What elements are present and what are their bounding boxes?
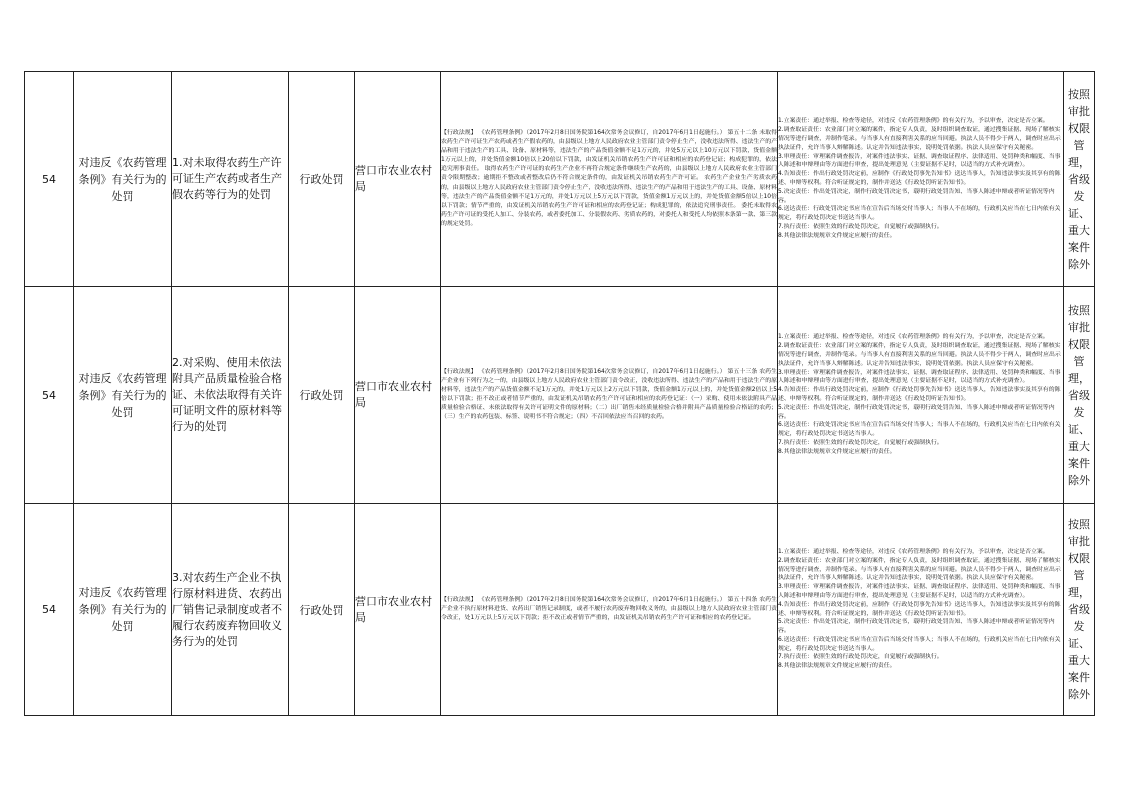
implementing-department: 营口市农业农村局	[355, 287, 441, 504]
item-name: 对违反《农药管理条例》有关行为的处罚	[74, 287, 172, 504]
responsibility-list	[778, 72, 1064, 287]
sub-item-name: 1.对未取得农药生产许可证生产农药或者生产假农药等行为的处罚	[172, 72, 289, 287]
table-row	[25, 504, 1095, 716]
duty-item: 2.调查取证责任：农业部门对立案的案件，指定专人负责，及时组织调查取证，通过搜集证据、现场了解核实情况等进行调查，并制作笔录。与当事人有直接利害关系的应当回避。执法人员不得少于两人，调查时应出示执法证件，允许当事人辩解陈述。认定并告知违法事实，说明处罚依据。执法人员应保守有关秘密。	[778, 343, 1061, 367]
remarks: 按照审批权限管理，省级发证、重大案件除外	[1064, 287, 1095, 504]
duty-item: 6.送达责任：行政处罚决定书应当在宣告后当场交付当事人；当事人不在场的，行政机关应当在七日内依有关规定，将行政处罚决定书送达当事人。	[778, 206, 1061, 222]
sub-item-name: 3.对农药生产企业不执行原材料进货、农药出厂销售记录制度或者不履行农药废弃物回收义务行为的处罚	[172, 504, 289, 716]
duty-item: 8.其他法律法规规章文件规定应履行的责任。	[778, 448, 896, 455]
duty-item: 4.告知责任：作出行政处罚决定前，应制作《行政处罚事先告知书》送达当事人，告知违法事实及其享有的陈述、申辩等权利。符合听证规定的，制作并送达《行政处罚听证告知书》。	[778, 171, 1061, 186]
duty-item: 5.决定责任：作出处罚决定，制作行政处罚决定书，载明行政处罚告知、当事人陈述申辩或者听证情况等内容。	[778, 404, 1055, 420]
duty-item: 2.调查取证责任：农业部门对立案的案件，指定专人负责，及时组织调查取证，通过搜集证据、现场了解核实情况等进行调查，并制作笔录。与当事人有直接利害关系的应当回避。执法人员不得少于两人，调查时应出示执法证件，允许当事人辩解陈述。认定并告知违法事实，说明处罚依据。执法人员应保守有关秘密。	[778, 557, 1061, 582]
item-name: 对违反《农药管理条例》有关行为的处罚	[74, 72, 172, 287]
remarks: 按照审批权限管理，省级发证、重大案件除外	[1064, 504, 1095, 716]
duty-item: 3.审理责任：审理案件调查报告，对案件违法事实、证据、调查取证程序、法律适用、处罚种类和幅度、当事人陈述和申辩理由等方面进行审查，提出处理意见（主要证据不足时，以适当的方式补充调查）。	[778, 369, 1061, 385]
duty-item: 3.审理责任：审理案件调查报告，对案件违法事实、证据、调查取证程序、法律适用、处罚种类和幅度、当事人陈述和申辩理由等方面进行审查，提出处理意见（主要证据不足时，以适当的方式补充调查）。	[778, 584, 1061, 599]
remarks: 按照审批权限管理，省级发证、重大案件除外	[1064, 72, 1095, 287]
duty-item: 6.送达责任：行政处罚决定书应当在宣告后当场交付当事人；当事人不在场的，行政机关应当在七日内依有关规定，将行政处罚决定书送达当事人。	[778, 636, 1061, 652]
implementing-department: 营口市农业农村局	[355, 72, 441, 287]
duty-item: 5.决定责任：作出处罚决定，制作行政处罚决定书，载明行政处罚告知、当事人陈述申辩或者听证情况等内容。	[778, 619, 1055, 635]
duty-item: 4.告知责任：作出行政处罚决定前，应制作《行政处罚事先告知书》送达当事人，告知违法事实及其享有的陈述、申辩等权利。符合听证规定的，制作并送达《行政处罚听证告知书》。	[778, 387, 1061, 402]
duty-item: 1.立案责任：通过举报、检查等途径，对违反《农药管理条例》的有关行为，予以审查，决定是否立案。	[778, 548, 1049, 555]
duty-item: 1.立案责任：通过举报、检查等途径，对违反《农药管理条例》的有关行为，予以审查，决定是否立案。	[778, 118, 1049, 125]
sub-item-name: 2.对采购、使用未依法附具产品质量检验合格证、未依法取得有关许可证明文件的原材料等行为的处罚	[172, 287, 289, 504]
table-row	[25, 72, 1095, 287]
duty-item: 3.审理责任：审理案件调查报告，对案件违法事实、证据、调查取证程序、法律适用、处罚种类和幅度、当事人陈述和申辩理由等方面进行审查，提出处理意见（主要证据不足时，以适当的方式补充调查）。	[778, 153, 1061, 169]
power-category: 行政处罚	[289, 504, 355, 716]
duty-item: 4.告知责任：作出行政处罚决定前，应制作《行政处罚事先告知书》送达当事人，告知违法事实及其享有的陈述、申辩等权利。符合听证规定的，制作并送达《行政处罚听证告知书》。	[778, 601, 1061, 617]
duty-item: 8.其他法律法规规章文件规定应履行的责任。	[778, 232, 896, 239]
duty-item: 7.执行责任：依照生效的行政处罚决定，自觉履行或强制执行。	[778, 223, 943, 230]
item-name: 对违反《农药管理条例》有关行为的处罚	[74, 504, 172, 716]
item-number: 54	[25, 287, 74, 504]
legal-basis: 【行政法规】 《农药管理条例》（2017年2月8日国务院第164次常务会议修订，自2017年6月1日起施行。） 第五十二条 未取得农药生产许可证生产农药或者生产假农药的，由县级以上地方人民政府农业主管部门责令停止生产，没收违法所得、违法生产的产品和用于违法生产的工具、设备、原材料等，违法生产的产品货值金额不足1万元的，并处5万元以上10万元以下罚款，货值金额1万元以上的，并处货值金额10倍以上20倍以下罚款，由发证机关吊销农药生产许可证和相应的农药登记证；构成犯罪的，依法追究刑事责任。 取得农药生产许可证的农药生产企业不再符合规定条件继续生产农药的，由县级以上地方人民政府农业主管部门责令限期整改；逾期拒不整改或者整改后仍不符合规定条件的，由发证机关吊销农药生产许可证。 农药生产企业生产劣质农药的，由县级以上地方人民政府农业主管部门责令停止生产，没收违法所得、违法生产的产品和用于违法生产的工具、设备、原材料等，违法生产的产品货值金额不足1万元的，并处1万元以上5万元以下罚款，货值金额1万元以上的，并处货值金额5倍以上10倍以下罚款；情节严重的，由发证机关吊销农药生产许可证和相应的农药登记证；构成犯罪的，依法追究刑事责任。 委托未取得农药生产许可证的受托人加工、分装农药，或者委托加工、分装假农药、劣质农药的，对委托人和受托人均依照本条第一款、第三款的规定处罚。	[441, 72, 778, 287]
table-row	[25, 287, 1095, 504]
duty-item: 8.其他法律法规规章文件规定应履行的责任。	[778, 663, 896, 670]
item-number: 54	[25, 72, 74, 287]
duty-item: 5.决定责任：作出处罚决定，制作行政处罚决定书，载明行政处罚告知、当事人陈述申辩或者听证情况等内容。	[778, 188, 1055, 204]
duty-item: 2.调查取证责任：农业部门对立案的案件，指定专人负责，及时组织调查取证，通过搜集证据、现场了解核实情况等进行调查，并制作笔录。与当事人有直接利害关系的应当回避。执法人员不得少于两人，调查时应出示执法证件，允许当事人辩解陈述。认定并告知违法事实，说明处罚依据。执法人员应保守有关秘密。	[778, 127, 1061, 151]
legal-basis: 【行政法规】 《农药管理条例》（2017年2月8日国务院第164次常务会议修订，自2017年6月1日起施行。） 第五十三条 农药生产企业有下列行为之一的，由县级以上地方人民政府农业主管部门责令改正，没收违法所得、违法生产的产品和用于违法生产的原材料等，违法生产的产品货值金额不足1万元的，并处1万元以上2万元以下罚款，货值金额1万元以上的，并处货值金额2倍以上5倍以下罚款；拒不改正或者情节严重的，由发证机关吊销农药生产许可证和相应的农药登记证：（一）采购、使用未依法附具产品质量检验合格证、未依法取得有关许可证明文件的原材料；（二）出厂销售未经质量检验合格并附具产品质量检验合格证的农药；（三）生产的农药包装、标签、说明书不符合规定；（四）不召回依法应当召回的农药。	[441, 287, 778, 504]
responsibility-list	[778, 504, 1064, 716]
responsibility-list	[778, 287, 1064, 504]
duty-item: 6.送达责任：行政处罚决定书应当在宣告后当场交付当事人；当事人不在场的，行政机关应当在七日内依有关规定，将行政处罚决定书送达当事人。	[778, 422, 1061, 438]
duty-item: 7.执行责任：依照生效的行政处罚决定，自觉履行或强制执行。	[778, 654, 943, 661]
duty-item: 7.执行责任：依照生效的行政处罚决定，自觉履行或强制执行。	[778, 439, 943, 446]
item-number: 54	[25, 504, 74, 716]
duty-item: 1.立案责任：通过举报、检查等途径，对违反《农药管理条例》的有关行为，予以审查，决定是否立案。	[778, 334, 1049, 341]
power-list-table	[24, 71, 1095, 716]
legal-basis: 【行政法规】 《农药管理条例》（2017年2月8日国务院第164次常务会议修订，自2017年6月1日起施行。） 第五十四条 农药生产企业不执行原材料进货、农药出厂销售记录制度，或者不履行农药废弃物回收义务的，由县级以上地方人民政府农业主管部门责令改正，处1万元以上5万元以下罚款；拒不改正或者情节严重的，由发证机关吊销农药生产许可证和相应的农药登记证。	[441, 504, 778, 716]
implementing-department: 营口市农业农村局	[355, 504, 441, 716]
power-category: 行政处罚	[289, 72, 355, 287]
power-category: 行政处罚	[289, 287, 355, 504]
